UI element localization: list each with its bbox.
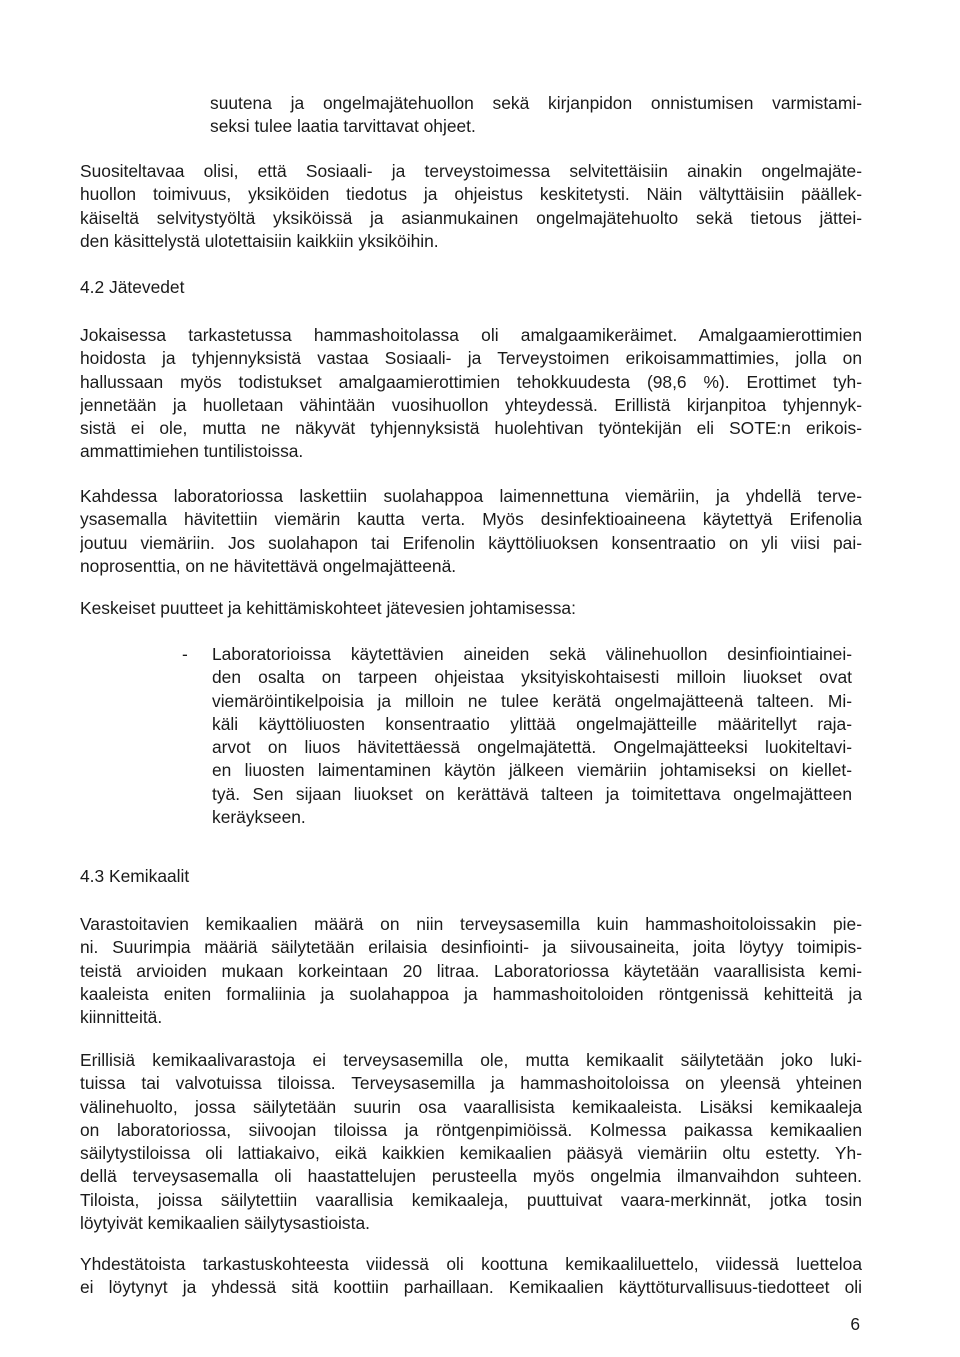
text-line: en liuosten laimentaminen käytön jälkeen viemäriin johtamiseksi on kiellet- [212, 760, 852, 781]
text-line: Kahdessa laboratoriossa laskettiin suolahappoa laimennettuna viemäriin, ja yhdellä terve- [80, 486, 862, 506]
text-line: keräykseen. [212, 807, 306, 828]
text-line: Suositeltavaa olisi, että Sosiaali- ja terveystoimessa selvitettäisiin ainakin ongelmajäte- [80, 161, 862, 181]
chemical-inventory-paragraph [80, 1253, 862, 1300]
text-line: Jokaisessa tarkastetussa hammashoitolassa oli amalgaamikeräimet. Amalgaamierottimien [80, 325, 862, 345]
text-line: den käsittelystä ulotettaisiin kaikkiin yksiköihin. [80, 230, 439, 251]
text-line: välinehuolto, jossa säilytetään suurin osa vaarallisista kemikaaleista. Lisäksi kemikaaleja [80, 1096, 862, 1117]
text-line: on laboratoriossa, siivoojan tiloissa ja röntgenpimiöissä. Kolmessa paikassa kemikaalien [80, 1119, 862, 1140]
amalgam-paragraph [80, 324, 862, 464]
chemical-storage-amount-paragraph [80, 913, 862, 1029]
text-line: säilytystiloissa oli lattiakaivo, eikä kaikkien kemikaalien pääsyä viemäriin oltu estetty. Yh- [80, 1143, 862, 1164]
text-line: den osalta on tarpeen ohjeistaa yksityiskohtaisesti milloin liuokset ovat [212, 667, 852, 688]
text-line: hoidosta ja tyhjennyksistä vastaa Sosiaali- ja Terveystoimen erikoisammattimies, jolla on [80, 348, 862, 369]
page-number: 6 [850, 1314, 860, 1334]
text-line: seksi tulee laatia tarvittavat ohjeet. [210, 116, 476, 137]
text-line: tyä. Sen sijaan liuokset on kerättävä talteen ja toimitettava ongelmajätteen [212, 783, 852, 804]
bullet-dash: - [182, 644, 188, 664]
text-line: Keskeiset puutteet ja kehittämiskohteet jätevesien johtamisessa: [80, 598, 576, 618]
text-line: löytyivät kemikaalien säilytysastioista. [80, 1213, 370, 1234]
text-line: Erillisiä kemikaalivarastoja ei terveysasemilla ole, mutta kemikaalit säilytetään joko luki- [80, 1050, 862, 1070]
text-line: suutena ja ongelmajätehuollon sekä kirjanpidon onnistumisen varmistami- [210, 93, 862, 113]
text-line: tuissa tai valvotuissa tiloissa. Terveysasemilla ja hammashoitoloissa on yleensä yhteinen [80, 1073, 862, 1094]
text-line: teistä arvioiden mukaan korkeintaan 20 litraa. Laboratoriossa käytetään vaarallisista kemi- [80, 960, 862, 981]
recommendation-paragraph [80, 160, 862, 253]
text-line: viemäröintikelpoisia ja milloin ne tulee kerätä ongelmajätteenä talteen. Mi- [212, 690, 852, 711]
text-line: arvot on liuos hävitettäessä ongelmajätettä. Ongelmajätteeksi luokiteltavi- [212, 737, 852, 758]
text-line: ni. Suurimpia määriä säilytetään erilaisia desinfiointi- ja siivousaineita, joita löytyy toimipis- [80, 937, 862, 958]
intro-continuation-paragraph [210, 92, 862, 139]
text-line: ammattimiehen tuntilistoissa. [80, 441, 304, 462]
text-line: huollon toimivuus, yksiköiden tiedotus ja ohjeistus keskitetysti. Näin vältyttäisiin päällek- [80, 184, 862, 205]
text-line: ei löytynyt ja yhdessä sitä koottiin parhaillaan. Kemikaalien käyttöturvallisuus-tiedotteet oli [80, 1277, 862, 1298]
text-line: kiinnitteitä. [80, 1007, 163, 1028]
text-line: Yhdestätoista tarkastuskohteesta viidessä oli koottuna kemikaaliluettelo, viidessä luetteloa [80, 1254, 862, 1274]
text-line: dellä terveysasemalla oli haastattelujen perusteella myös ongelmia ilmanvaihdon suhteen. [80, 1166, 862, 1187]
text-line: käiseltä selvitystyöltä yksiköissä ja asianmukainen ongelmajätehuolto sekä tietous jättei- [80, 207, 862, 228]
text-line: ysasemalla hävitettiin viemärin kautta verta. Myös desinfektioaineena käytettyä Erifenolia [80, 509, 862, 530]
text-line: hallussaan myös todistukset amalgaamierottimien tehokkuudesta (98,6 %). Erottimet tyh- [80, 371, 862, 392]
text-line: Laboratorioissa käytettävien aineiden sekä välinehuollon desinfiointiainei- [212, 644, 852, 664]
text-line: Tiloista, joissa säilytettiin vaarallisia kemikaaleja, puuttuivat vaara-merkinnät, jotka tosin [80, 1189, 862, 1210]
text-line: käli käyttöliuosten konsentraatio ylittää ongelmajätteille määritellyt raja- [212, 713, 852, 734]
section-heading-4-2: 4.2 Jätevedet [80, 277, 185, 297]
text-line: jennetään ja huolletaan vähintään vuosihuollon yhteydessä. Erillistä kirjanpitoa tyhjennyk- [80, 394, 862, 415]
section-heading-4-3: 4.3 Kemikaalit [80, 866, 190, 886]
text-line: kaaleista eniten formaliinia ja suolahappoa ja hammashoitoloiden röntgenissä kehitteitä ja [80, 983, 862, 1004]
text-line: sistä ei ole, mutta ne näkyvät tyhjennyksistä huolehtivan työntekijän eli SOTE:n erikois- [80, 418, 862, 439]
bullet-list-item [212, 643, 852, 829]
laboratories-paragraph [80, 485, 862, 578]
chemical-storage-rooms-paragraph [80, 1049, 862, 1235]
text-line: joutuu viemäriin. Jos suolahapon tai Erifenolin käyttöliuoksen konsentraatio on yli viisi pai- [80, 532, 862, 553]
text-line: Varastoitavien kemikaalien määrä on niin terveysasemilla kuin hammashoitoloissakin pie- [80, 914, 862, 934]
key-shortcomings-intro [80, 597, 862, 620]
text-line: noprosenttia, on ne hävitettävä ongelmajätteenä. [80, 555, 457, 576]
